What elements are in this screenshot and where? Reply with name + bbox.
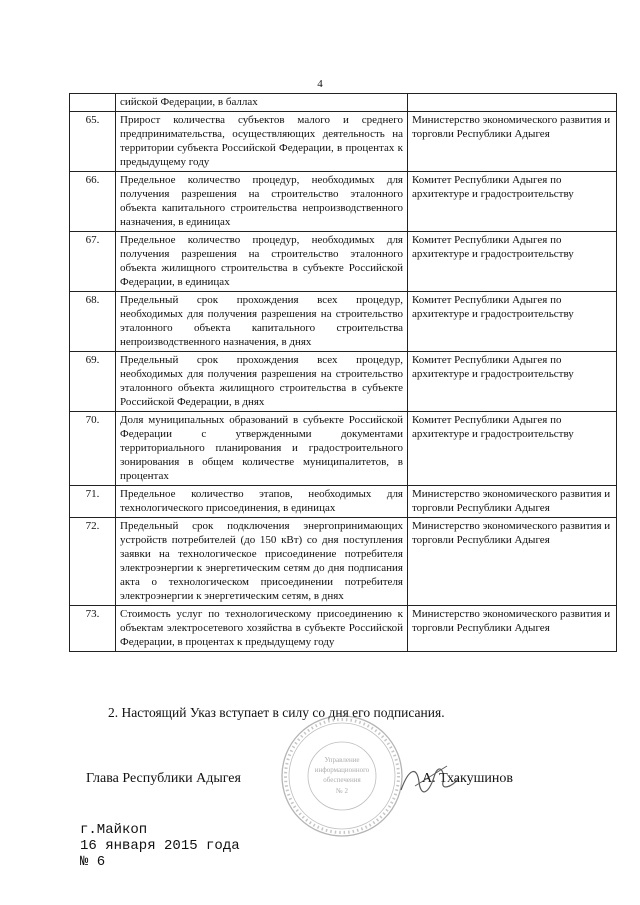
indicator-text: Предельное количество процедур, необходимых для получения разрешения на строительство эталонного объекта жилищного строительства в субъекте Российской Федерации, в единицах — [116, 232, 408, 292]
row-number: 69. — [70, 352, 116, 412]
seal-line-4: № 2 — [336, 787, 348, 795]
responsible-body — [408, 94, 617, 112]
place-date-block — [80, 822, 240, 870]
signatory-name: А. Тхакушинов — [422, 771, 513, 786]
table-row — [70, 352, 617, 412]
indicator-text: сийской Федерации, в баллах — [116, 94, 408, 112]
document-number: № 6 — [80, 854, 106, 870]
row-number: 68. — [70, 292, 116, 352]
responsible-body: Министерство экономического развития и торговли Республики Адыгея — [408, 112, 617, 172]
indicator-text: Предельный срок прохождения всех процедур, необходимых для получения разрешения на строительство эталонного объекта жилищного строительства в субъекте Российской Федерации, в днях — [116, 352, 408, 412]
indicator-text: Предельное количество этапов, необходимых для технологического присоединения, в единицах — [116, 486, 408, 518]
table-row — [70, 112, 617, 172]
indicator-text: Предельный срок прохождения всех процедур, необходимых для получения разрешения на строительство эталонного объекта капитального строительства непроизводственного назначения, в днях — [116, 292, 408, 352]
table-row — [70, 232, 617, 292]
signatory-title: Глава Республики Адыгея — [86, 771, 241, 786]
indicators-table — [69, 93, 617, 652]
row-number: 66. — [70, 172, 116, 232]
responsible-body: Министерство экономического развития и торговли Республики Адыгея — [408, 606, 617, 652]
seal-line-1: Управление — [324, 756, 360, 764]
row-number: 73. — [70, 606, 116, 652]
responsible-body: Комитет Республики Адыгея по архитектуре и градостроительству — [408, 172, 617, 232]
responsible-body: Министерство экономического развития и торговли Республики Адыгея — [408, 518, 617, 606]
indicator-text: Доля муниципальных образований в субъекте Российской Федерации с утвержденными документами территориального планирования и градостроительного зонирования в общем количестве муниципалитетов, в процентах — [116, 412, 408, 486]
row-number: 67. — [70, 232, 116, 292]
indicator-text: Предельный срок подключения энергопринимающих устройств потребителей (до 150 кВт) со дня поступления заявки на технологическое присоединение потребителя электроэнергии к энергетическим сетям до дня подписания акта о технологическом присоединении потребителя электроэнергии к энергетическим сетям, в днях — [116, 518, 408, 606]
row-number — [70, 94, 116, 112]
signature-row — [0, 771, 640, 791]
table-row — [70, 606, 617, 652]
page-number: 4 — [317, 78, 323, 90]
row-number: 72. — [70, 518, 116, 606]
responsible-body: Министерство экономического развития и торговли Республики Адыгея — [408, 486, 617, 518]
row-number: 71. — [70, 486, 116, 518]
row-number: 65. — [70, 112, 116, 172]
responsible-body: Комитет Республики Адыгея по архитектуре и градостроительству — [408, 292, 617, 352]
place: г.Майкоп — [80, 822, 148, 838]
seal-line-3: обеспечения — [323, 776, 361, 784]
date: 16 января 2015 года — [80, 838, 240, 854]
table-row — [70, 518, 617, 606]
row-number: 70. — [70, 412, 116, 486]
responsible-body: Комитет Республики Адыгея по архитектуре и градостроительству — [408, 352, 617, 412]
indicator-text: Прирост количества субъектов малого и среднего предпринимательства, осуществляющих деятельность на территории субъекта Российской Федерации, в процентах к предыдущему году — [116, 112, 408, 172]
seal-line-2: информационного — [314, 766, 370, 774]
responsible-body: Комитет Республики Адыгея по архитектуре и градостроительству — [408, 412, 617, 486]
table-row — [70, 292, 617, 352]
handwritten-signature-icon — [395, 760, 465, 800]
indicator-text: Предельное количество процедур, необходимых для получения разрешения на строительство эталонного объекта капитального строительства непроизводственного назначения, в единицах — [116, 172, 408, 232]
table-row — [70, 172, 617, 232]
table-row — [70, 94, 617, 112]
table-row — [70, 486, 617, 518]
table-row — [70, 412, 617, 486]
indicator-text: Стоимость услуг по технологическому присоединению к объектам электросетевого хозяйства в субъекте Российской Федерации, в процентах к предыдущему году — [116, 606, 408, 652]
effective-clause: 2. Настоящий Указ вступает в силу со дня его подписания. — [108, 705, 445, 720]
responsible-body: Комитет Республики Адыгея по архитектуре и градостроительству — [408, 232, 617, 292]
